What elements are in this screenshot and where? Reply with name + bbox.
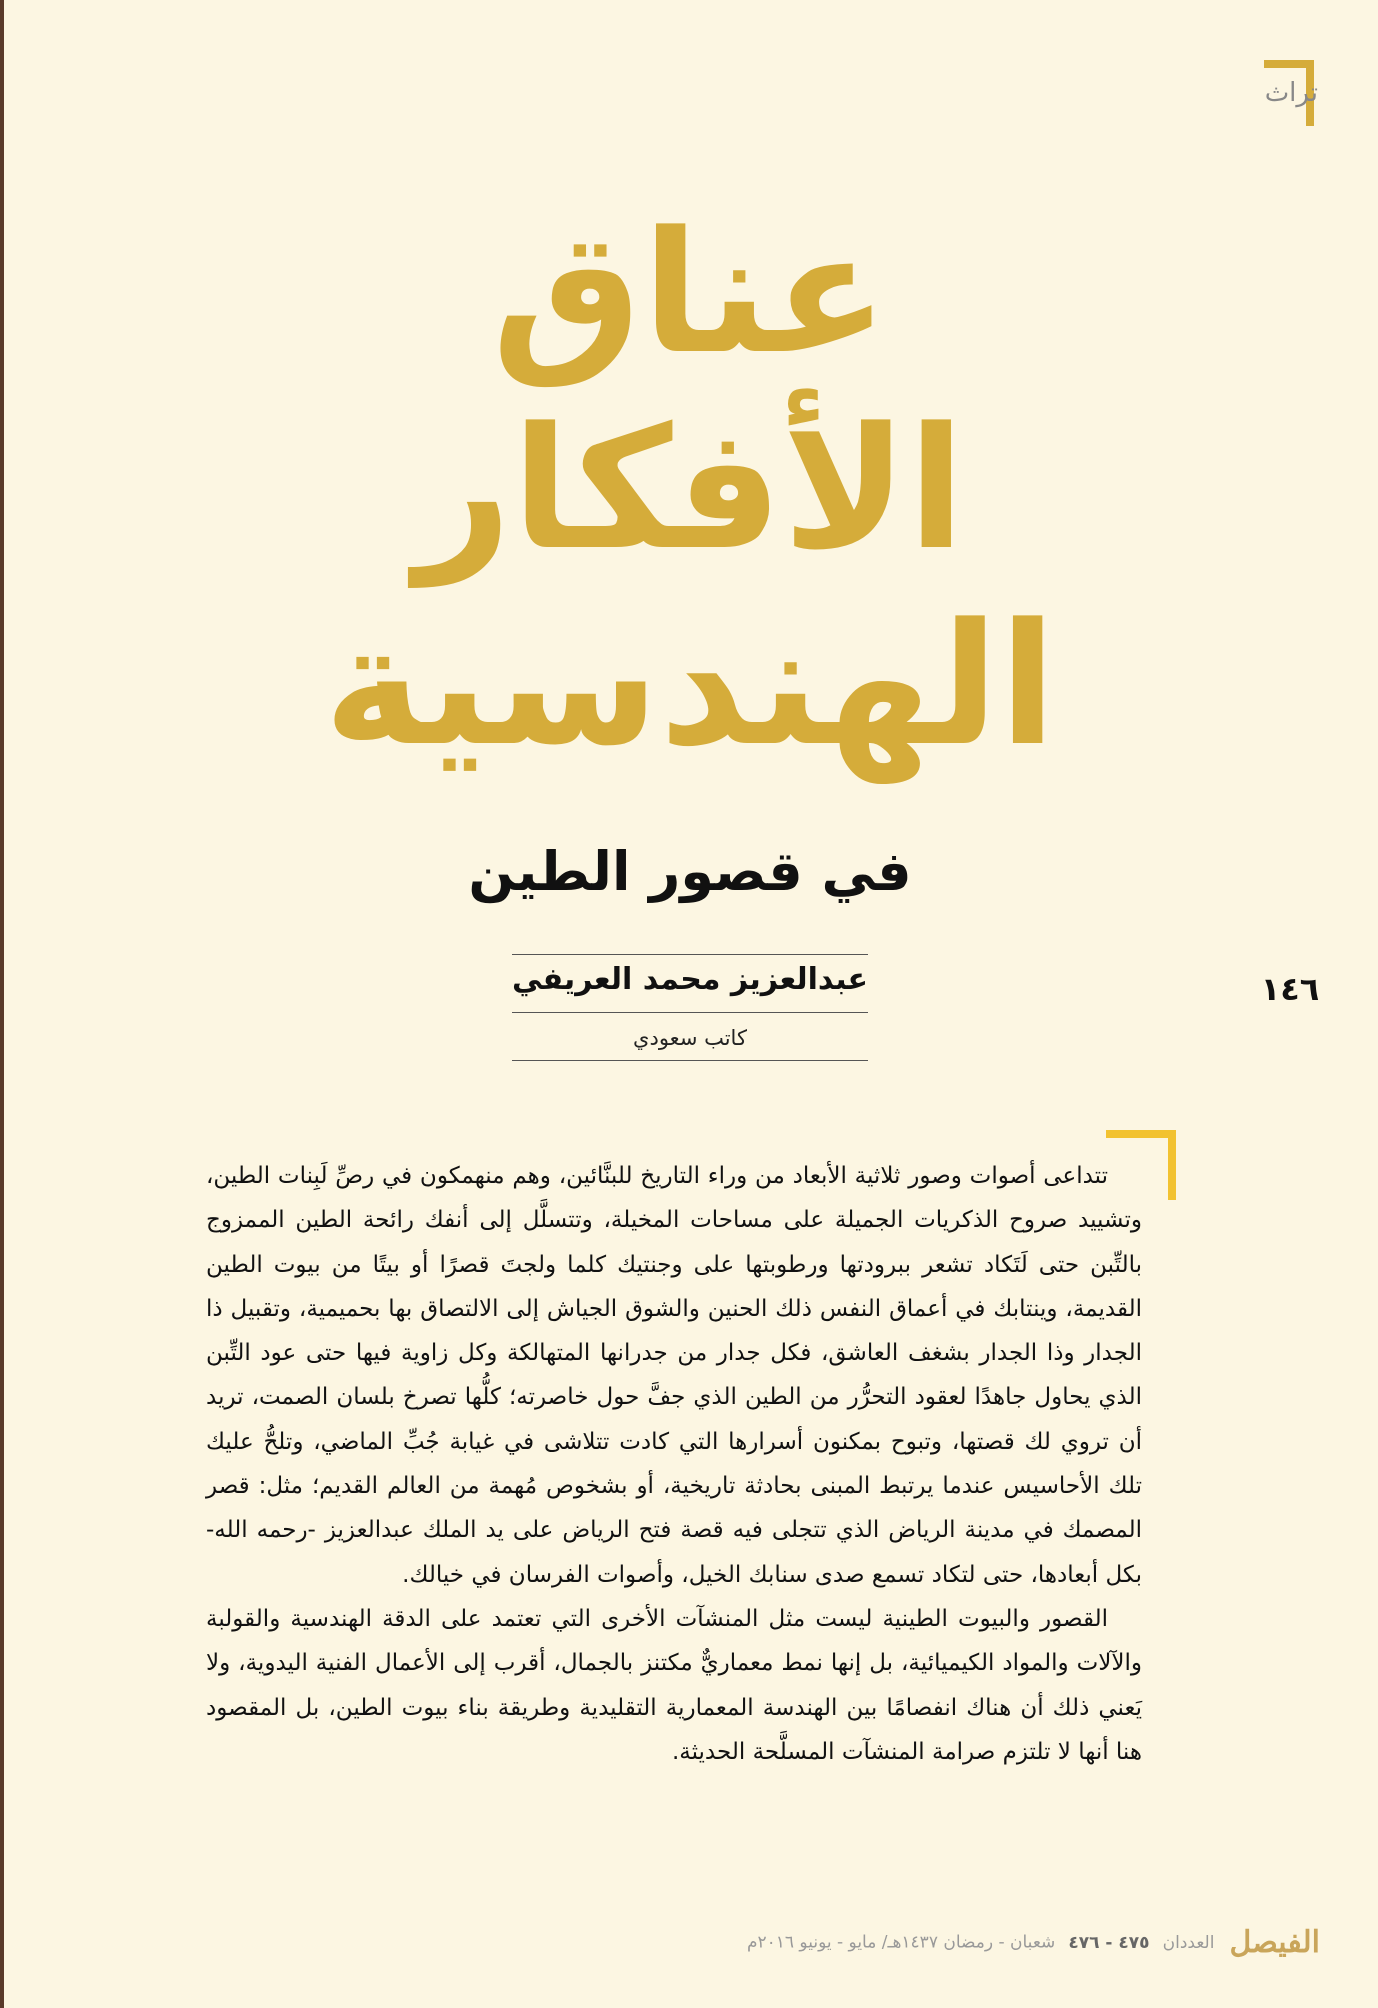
article-body: [206, 1154, 1142, 1774]
article-title: [260, 195, 1120, 783]
body-paragraph: تتداعى أصوات وصور ثلاثية الأبعاد من وراء التاريخ للبنَّائين، وهم منهمكون في رصِّ لَبِنات الطين، وتشييد صروح الذكريات الجميلة على مساحات المخيلة، وتتسلَّل إلى أنفك رائحة الطين الممزوج بالتِّبن حتى لَتَكاد تشعر ببرودتها ورطوبتها على وجنتيك كلما ولجتَ قصرًا أو بيتًا من بيوت الطين القديمة، وينتابك في أعماق النفس ذلك الحنين والشوق الجياش إلى الالتصاق بها بحميمية، وتقبيل ذا الجدار وذا الجدار بشغف العاشق، فكل جدار من جدرانها المتهالكة وكل زاوية فيها حتى عود التِّبن الذي يحاول جاهدًا لعقود التحرُّر من الطين الذي جفَّ حول خاصرته؛ كلُّها تصرخ بلسان الصمت، تريد أن تروي لك قصتها، وتبوح بمكنون أسرارها التي كادت تتلاشى في غيابة جُبِّ الماضي، وتلحُّ عليك تلك الأحاسيس عندما يرتبط المبنى بحادثة تاريخية، أو بشخوص مُهمة من العالم القديم؛ مثل: قصر المصمك في مدينة الرياض الذي تتجلى فيه قصة فتح الرياض على يد الملك عبدالعزيز -رحمه الله- بكل أبعادها، حتى لتكاد تسمع صدى سنابك الخيل، وأصوات الفرسان في خيالك.: [206, 1163, 1142, 1588]
title-line: الأفكار: [414, 391, 966, 587]
issue-label: العددان: [1162, 1932, 1215, 1953]
article-subtitle: في قصور الطين: [468, 840, 912, 903]
magazine-logo: الفيصل: [1229, 1925, 1320, 1960]
author-name: عبدالعزيز محمد العريفي: [511, 962, 868, 997]
page-number: ١٤٦: [1260, 970, 1320, 1008]
issue-numbers: ٤٧٥ - ٤٧٦: [1068, 1932, 1150, 1953]
page-footer: [560, 1925, 1320, 1965]
issue-date: شعبان - رمضان ١٤٣٧هـ/ مايو - يونيو ٢٠١٦م: [746, 1932, 1056, 1953]
byline-rule-top: [512, 954, 868, 955]
page-spine: [0, 0, 4, 2008]
author-role: كاتب سعودي: [633, 1026, 747, 1050]
title-line: الهندسية: [323, 587, 1057, 783]
section-label: تراث: [1264, 78, 1318, 108]
byline-rule-middle: [512, 1012, 868, 1013]
title-line: عناق: [491, 195, 889, 391]
body-paragraph: القصور والبيوت الطينية ليست مثل المنشآت الأخرى التي تعتمد على الدقة الهندسية والقولبة والآلات والمواد الكيميائية، بل إنها نمط معماريٌّ مكتنز بالجمال، أقرب إلى الأعمال الفنية اليدوية، ولا يَعني ذلك أن هناك انفصامًا بين الهندسة المعمارية التقليدية وطريقة بناء بيوت الطين، بل المقصود هنا أنها لا تلتزم صرامة المنشآت المسلَّحة الحديثة.: [206, 1605, 1142, 1765]
byline-rule-bottom: [512, 1060, 868, 1061]
